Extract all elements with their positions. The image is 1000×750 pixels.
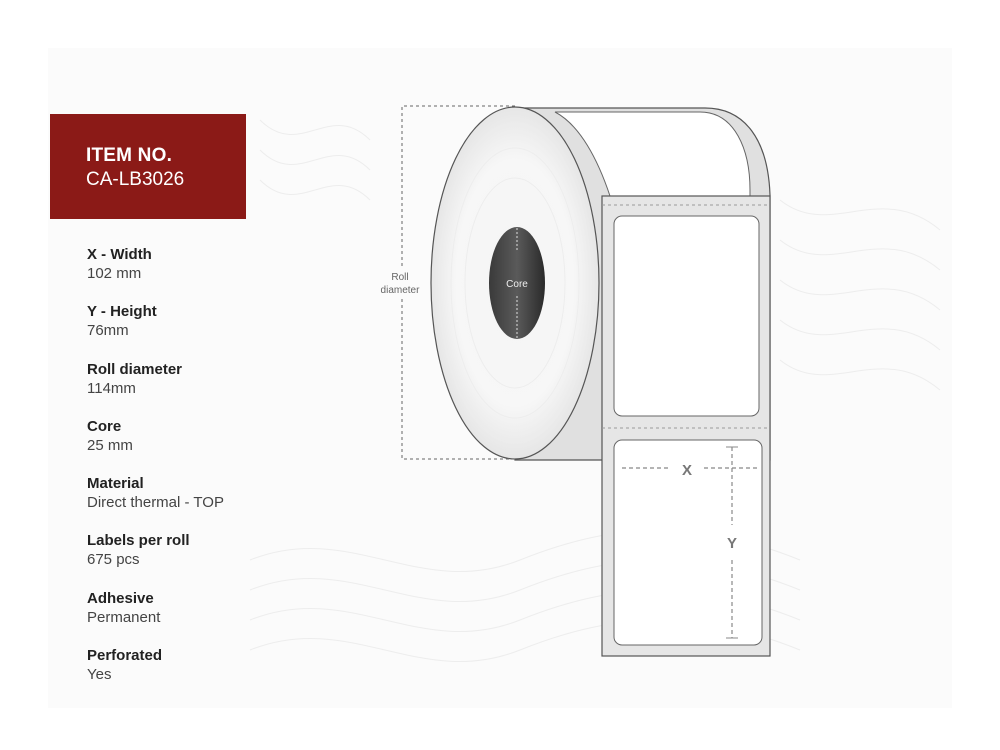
spec-roll-diameter xyxy=(87,360,287,417)
spec-y-height xyxy=(87,302,287,359)
label-roll-diagram xyxy=(360,95,800,670)
spec-adhesive xyxy=(87,589,287,646)
spec-label: Roll diameter xyxy=(87,360,183,378)
spec-value: Yes xyxy=(87,666,112,684)
spec-list xyxy=(87,245,287,703)
spec-label: Core xyxy=(87,417,122,435)
spec-labels-per-roll xyxy=(87,531,287,588)
spec-label: Material xyxy=(87,475,144,493)
spec-value: Direct thermal - TOP xyxy=(87,494,224,512)
spec-value: 114mm xyxy=(87,379,136,397)
core-label: Core xyxy=(506,279,528,290)
roll-diameter-label-1: Roll xyxy=(391,272,409,283)
spec-value: Permanent xyxy=(87,608,161,626)
x-dimension-label: X xyxy=(681,462,693,479)
spec-value: 76mm xyxy=(87,322,129,340)
item-number-title: ITEM NO. xyxy=(86,145,173,166)
roll-diameter-label-2: diameter xyxy=(380,285,420,296)
spec-label: Perforated xyxy=(87,647,163,665)
label-middle xyxy=(614,216,759,416)
spec-value: 102 mm xyxy=(87,265,142,282)
spec-value: 25 mm xyxy=(87,436,133,454)
spec-perforated xyxy=(87,646,287,703)
spec-core xyxy=(87,417,287,474)
item-number-box xyxy=(50,114,246,219)
spec-value: 675 pcs xyxy=(87,551,140,569)
spec-label: Y - Height xyxy=(87,303,157,321)
spec-label: Labels per roll xyxy=(87,532,190,550)
item-number-code: CA-LB3026 xyxy=(86,169,185,190)
y-dimension-label: Y xyxy=(726,535,738,552)
spec-material xyxy=(87,474,287,531)
spec-x-width xyxy=(87,245,287,302)
spec-label: Adhesive xyxy=(87,589,154,607)
spec-label: X - Width xyxy=(87,246,152,263)
